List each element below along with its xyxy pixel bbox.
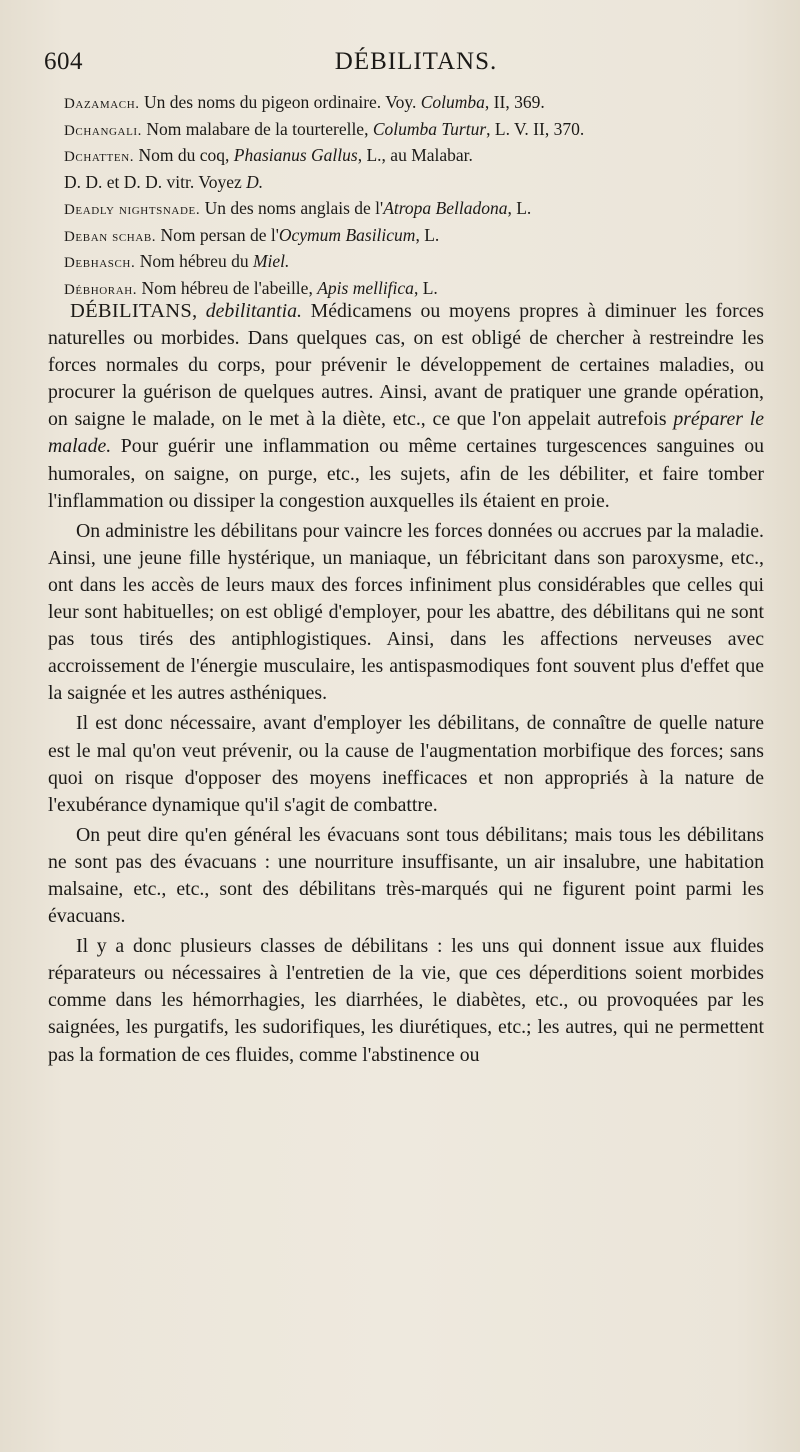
- dictionary-entry: [64, 143, 764, 170]
- article-paragraph: Il y a donc plusieurs classes de débilitans : les uns qui donnent issue aux fluides réparateurs ou nécessaires à l'entretien de la vie, que ces déperditions soient morbides comme dans les hémorrhagies, les diarrhées, le diabètes, etc., ou provoquées par les saignées, les purgatifs, les sudorifiques, les diurétiques, etc.; les autres, qui ne permettent pas la formation de ces fluides, comme l'abstinence ou: [48, 935, 764, 1066]
- article-text: ,: [192, 300, 206, 322]
- entry-text: Nom hébreu de l'abeille,: [137, 277, 318, 298]
- running-title: DÉBILITANS.: [334, 48, 498, 75]
- entry-italic: D.: [246, 171, 264, 192]
- entry-italic: Apis mellifica: [317, 277, 414, 298]
- article-italic: préparer le malade.: [48, 408, 764, 458]
- dictionary-entry: [64, 223, 764, 250]
- entry-text: , L., au Malabar.: [357, 145, 473, 165]
- entry-text: , L.: [413, 277, 438, 298]
- dictionary-entry: [64, 90, 764, 117]
- main-article: [48, 298, 764, 1069]
- entry-italic: Miel.: [252, 251, 290, 271]
- article-text: Médicamens ou moyens propres à diminuer les forces naturelles ou morbides. Dans quelques cas, on est obligé de chercher à restreindre les forces normales du corps, pour prévenir le développement de certaines maladies, ou procurer la guérison de quelques autres. Ainsi, avant de pratiquer une grande opération, on saigne le malade, on le met à la diète, etc., ce que l'on appelait autrefois: [48, 300, 764, 431]
- entry-italic: Atropa Belladona: [383, 198, 508, 218]
- entry-italic: Columba: [420, 92, 485, 112]
- page-number: 604: [44, 48, 83, 75]
- page-header: [44, 48, 764, 82]
- entry-text: , L.: [507, 198, 532, 218]
- article-latin: debilitantia.: [205, 300, 302, 322]
- article-paragraph: Il est donc nécessaire, avant d'employer les débilitans, de connaître de quelle nature est le mal qu'on veut prévenir, ou la cause de l'augmentation morbifique des forces; sans quoi on risque d'opposer des moyens inefficaces et non appropriés à la nature de l'exubérance dynamique qu'il s'agit de combattre.: [48, 712, 764, 816]
- entry-text: , L.: [415, 224, 440, 245]
- entry-headword: Deban schab.: [64, 228, 157, 245]
- entry-headword: Dchangali.: [64, 122, 143, 139]
- entry-text: Un des noms anglais de l': [200, 198, 384, 218]
- article-headword: DÉBILITANS: [70, 300, 193, 322]
- entry-italic: Ocymum Basilicum: [278, 224, 416, 245]
- article-paragraph: On administre les débilitans pour vaincre les forces données ou accrues par la maladie. Ainsi, une jeune fille hystérique, un maniaque, un fébricitant dans son paroxysme, etc., ont dans les accès de leurs maux des forces infiniment plus considérables que celles qui leur sont habituelles; on est obligé d'employer, pour les abattre, des débilitans qui ne sont pas tous tirés des antiphlogistiques. Ainsi, dans les affections nerveuses avec accroissement de l'énergie musculaire, les antispasmodiques font souvent plus d'effet que la saignée et les autres asthéniques.: [48, 519, 764, 705]
- dictionary-entry: [64, 170, 764, 197]
- short-entries: [64, 90, 764, 302]
- dictionary-entry: [64, 196, 764, 223]
- entry-headword: Débhorah.: [64, 281, 138, 298]
- entry-text: Nom persan de l': [156, 224, 279, 245]
- entry-text: D. D. et D. D. vitr. Voyez: [64, 171, 247, 192]
- entry-headword: Dazamach.: [64, 96, 140, 112]
- entry-text: Nom hébreu du: [135, 251, 253, 271]
- entry-text: Un des noms du pigeon ordinaire. Voy.: [139, 92, 421, 112]
- entry-text: , II, 369.: [484, 92, 545, 112]
- dictionary-entry: [64, 249, 764, 276]
- entry-text: Nom malabare de la tourterelle,: [142, 118, 373, 139]
- article-paragraph: [48, 298, 764, 515]
- entry-text: Nom du coq,: [134, 145, 234, 165]
- entry-text: , L. V. II, 370.: [486, 118, 585, 139]
- entry-italic: Columba Turtur: [372, 118, 487, 139]
- entry-italic: Phasianus Gallus: [233, 145, 358, 165]
- entry-headword: Dchatten.: [64, 149, 135, 165]
- article-paragraph: On peut dire qu'en général les évacuans sont tous débilitans; mais tous les débilitans ne sont pas des évacuans : une nourriture insuffisante, un air insalubre, une habitation malsaine, etc., etc., sont des débilitans très-marqués qui ne figurent point parmi les évacuans.: [48, 823, 764, 928]
- entry-headword: Deadly nightsnade.: [64, 202, 201, 218]
- article-text: Pour guérir une inflammation ou même certaines turgescences sanguines ou humorales, on saigne, on purge, etc., les sujets, afin de les débiliter, et faire tomber l'inflammation ou dissiper la congestion auxquelles ils étaient en proie.: [48, 435, 764, 512]
- dictionary-entry: [64, 117, 764, 144]
- entry-headword: Debhasch.: [64, 255, 136, 271]
